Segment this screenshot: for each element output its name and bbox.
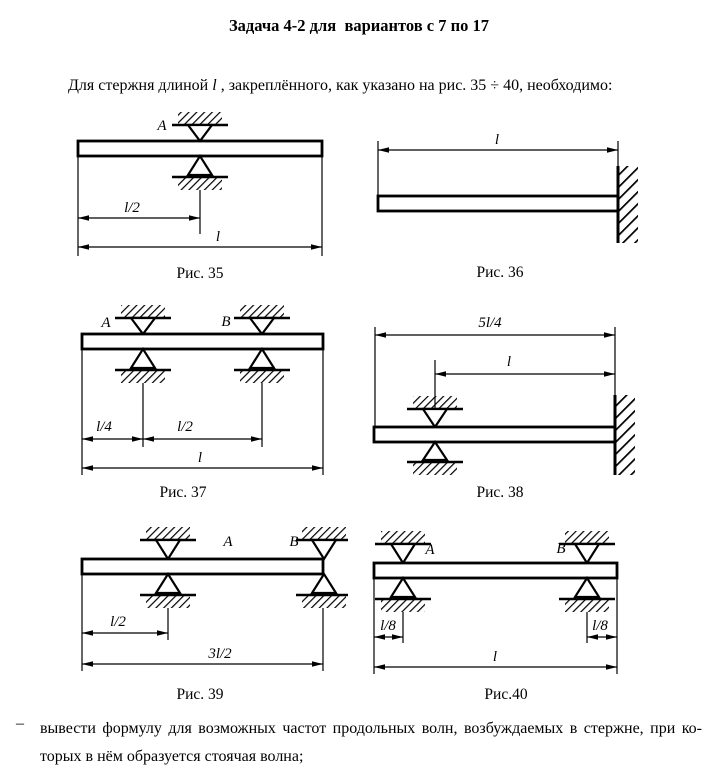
figure-37 xyxy=(40,300,350,505)
wall-hatch xyxy=(618,166,638,243)
rod xyxy=(378,196,618,211)
support-triangle xyxy=(188,125,212,141)
dimension-l-quarter xyxy=(82,419,143,442)
rod xyxy=(82,559,323,574)
rod xyxy=(374,427,615,442)
figure-caption: Рис. 38 xyxy=(476,484,524,501)
figure-35 xyxy=(60,108,350,288)
dimension-label: l xyxy=(492,649,498,665)
pin-support-bottom-icon xyxy=(115,349,171,383)
wall-hatch xyxy=(615,395,635,475)
intro-paragraph xyxy=(68,77,612,95)
support-label-a: A xyxy=(157,118,167,134)
pin-support-top-icon xyxy=(172,112,228,141)
intro-text-pre: Для стержня длиной xyxy=(68,77,213,94)
dimension-label: 5l/4 xyxy=(478,315,502,331)
fixed-wall-icon xyxy=(618,166,638,243)
support-label-b: B xyxy=(556,541,566,557)
rod xyxy=(374,563,617,578)
task-text xyxy=(40,715,702,770)
hatch-block xyxy=(178,112,222,125)
task-list xyxy=(16,715,708,770)
figure-caption: Рис. 37 xyxy=(159,484,207,501)
pin-support-bottom-icon xyxy=(140,574,196,608)
pin-support-top-icon xyxy=(115,305,171,334)
dimension-l xyxy=(435,354,615,377)
rod xyxy=(78,141,322,156)
pin-support-top-icon xyxy=(234,305,290,334)
pin-support-top-icon xyxy=(407,396,463,427)
figure-caption: Рис. 36 xyxy=(476,264,524,281)
pin-support-bottom-icon xyxy=(375,578,431,612)
dimension-l8-right xyxy=(587,618,617,640)
support-label-b: B xyxy=(289,534,299,550)
fixed-wall-icon xyxy=(615,395,635,475)
dimension-3l-2 xyxy=(82,646,323,667)
pin-support-top-icon xyxy=(375,531,431,563)
dimension-l xyxy=(374,649,617,670)
rod xyxy=(82,334,323,349)
figure-40 xyxy=(360,513,680,713)
figure-36 xyxy=(360,108,680,288)
dimension-l-half xyxy=(82,614,168,636)
figure-caption: Рис. 39 xyxy=(176,686,224,703)
support-label-a: A xyxy=(425,542,435,558)
pin-support-bottom-icon xyxy=(234,349,290,383)
support-label-a: A xyxy=(223,534,233,550)
figure-38 xyxy=(360,300,680,510)
figure-caption: Рис.40 xyxy=(484,686,528,703)
page-title: Задача 4-2 для вариантов с 7 по 17 xyxy=(228,16,490,35)
pin-support-top-icon xyxy=(296,527,348,559)
dimension-5l-4 xyxy=(375,315,615,338)
figure-39 xyxy=(40,513,350,713)
dimension-l xyxy=(82,450,323,471)
pin-support-bottom-icon xyxy=(296,574,348,608)
pin-support-top-icon xyxy=(140,527,196,559)
dimension-label: l/8 xyxy=(380,618,396,634)
intro-text-post: , закреплённого, как указано на рис. 35 ÷ 40, необходимо: xyxy=(216,77,613,94)
pin-support-top-icon xyxy=(559,531,615,563)
list-dash: – xyxy=(16,715,24,732)
dimension-l8-left xyxy=(374,618,403,640)
task-line-2: торых в нём образуется стоячая волна; xyxy=(40,747,304,765)
support-label-b: B xyxy=(221,314,231,330)
support-label-a: A xyxy=(101,315,111,331)
dimension-label: l/2 xyxy=(124,200,140,216)
figure-caption: Рис. 35 xyxy=(176,265,224,282)
dimension-l-half xyxy=(78,200,200,221)
hatch-block xyxy=(178,177,222,190)
task-item xyxy=(16,715,708,770)
dimension-label: l/2 xyxy=(110,614,126,630)
dimension-l xyxy=(378,132,618,153)
task-line-1: вывести формулу для возможных частот продольных волн, возбуждаемых в стержне, при ко- xyxy=(40,720,702,737)
pin-support-bottom-icon xyxy=(559,578,615,612)
dimension-label: l/8 xyxy=(592,618,608,634)
dimension-label: l xyxy=(494,132,500,148)
dimension-label: l/4 xyxy=(96,419,112,435)
dimension-label: l xyxy=(215,229,221,245)
support-triangle xyxy=(188,156,212,175)
length-symbol: l xyxy=(212,77,217,94)
pin-support-bottom-icon xyxy=(172,156,228,190)
dimension-l-half xyxy=(143,419,262,442)
dimension-label: 3l/2 xyxy=(208,646,232,662)
dimension-label: l/2 xyxy=(177,419,193,435)
dimension-label: l xyxy=(197,450,203,466)
dimension-label: l xyxy=(506,354,512,370)
pin-support-bottom-icon xyxy=(407,442,463,475)
